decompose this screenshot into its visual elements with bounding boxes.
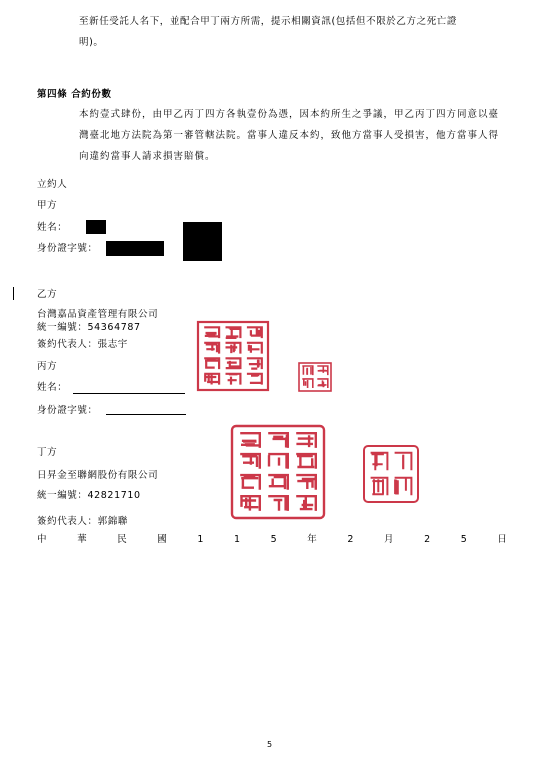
seal-glyph <box>240 454 260 469</box>
party-d-rep-seal <box>362 444 420 504</box>
seal-glyph <box>204 358 219 369</box>
intro-line-2: 明)。 <box>79 37 104 48</box>
date-part: 年 <box>307 534 317 545</box>
party-b-company-seal <box>196 320 270 392</box>
seal-glyph <box>247 343 262 354</box>
date-part: 月 <box>383 534 394 545</box>
seal-glyph <box>247 374 262 385</box>
seal-glyph <box>296 454 316 469</box>
seal-glyph <box>247 327 262 338</box>
seal-glyph <box>240 496 260 511</box>
seal-glyph <box>371 478 388 496</box>
date-part: 民 <box>117 534 127 545</box>
seal-glyph <box>268 433 288 448</box>
seal-glyph <box>296 475 316 490</box>
party-b-label: 乙方 <box>37 289 58 300</box>
signatories-title: 立約人 <box>37 179 68 190</box>
seal-glyph <box>247 358 262 369</box>
party-b-representative: 簽約代表人：張志宇 <box>37 339 128 350</box>
party-d-company: 日昇金至聯網股份有限公司 <box>37 470 159 481</box>
date-part: 1 <box>197 534 204 545</box>
seal-glyph <box>204 327 219 338</box>
seal-glyph <box>268 496 288 511</box>
signing-date <box>37 533 507 547</box>
seal-glyph <box>395 478 412 496</box>
party-a-name-label: 姓名： <box>37 222 68 233</box>
date-part: 2 <box>424 534 431 545</box>
seal-glyph <box>296 433 316 448</box>
seal-glyph <box>317 366 328 375</box>
article-4-body: 本約壹式肆份，由甲乙丙丁四方各執壹份為憑，因本約所生之爭議，甲乙丙丁四方同意以臺灣臺北地方法院為第一審管轄法院。當事人違反本約，致他方當事人受損害，他方當事人得向違約當事人請求損害賠償。 <box>79 109 500 162</box>
seal-glyph <box>226 374 241 385</box>
seal-glyph <box>317 379 328 388</box>
seal-glyph <box>296 496 316 511</box>
page-number: 5 <box>266 740 273 749</box>
seal-glyph <box>226 343 241 354</box>
seal-glyph <box>226 358 241 369</box>
date-part: 5 <box>460 534 467 545</box>
party-a-label: 甲方 <box>37 200 58 211</box>
party-c-id-label: 身份證字號： <box>37 405 98 416</box>
party-d-representative: 簽約代表人：郭錦聯 <box>37 516 128 527</box>
party-b-rep-seal <box>297 361 333 393</box>
seal-glyph <box>371 453 388 471</box>
party-d-company-seal <box>230 424 326 520</box>
date-part: 2 <box>347 534 354 545</box>
seal-glyph <box>204 343 219 354</box>
date-part: 華 <box>77 534 87 545</box>
date-part: 日 <box>497 534 507 545</box>
intro-line-1: 至新任受託人名下，並配合甲丁兩方所需，提示相關資訊(包括但不限於乙方之死亡證 <box>79 16 458 27</box>
seal-glyph <box>268 475 288 490</box>
party-d-label: 丁方 <box>37 447 58 458</box>
seal-glyph <box>240 475 260 490</box>
party-c-name-label: 姓名： <box>37 382 68 393</box>
seal-glyph <box>226 327 241 338</box>
party-d-uniform-no: 統一編號：42821710 <box>37 490 141 501</box>
party-a-name-redaction <box>86 220 106 234</box>
party-a-seal-redaction <box>183 222 222 261</box>
party-c-name-blank <box>73 393 185 394</box>
seal-glyph <box>302 379 313 388</box>
seal-glyph <box>302 366 313 375</box>
seal-glyph <box>204 374 219 385</box>
party-a-id-label: 身份證字號： <box>37 243 98 254</box>
text-cursor <box>13 287 14 300</box>
party-a-id-redaction <box>106 241 164 256</box>
date-part: 中 <box>37 534 47 545</box>
party-b-uniform-no: 統一編號：54364787 <box>37 322 141 333</box>
seal-glyph <box>240 433 260 448</box>
party-b-company: 台灣嘉品資產管理有限公司 <box>37 309 159 320</box>
party-c-id-blank <box>106 414 186 415</box>
date-part: 1 <box>234 534 241 545</box>
date-part: 5 <box>270 534 277 545</box>
party-c-label: 丙方 <box>37 361 58 372</box>
seal-glyph <box>395 453 412 471</box>
date-part: 國 <box>157 534 167 545</box>
seal-glyph <box>268 454 288 469</box>
article-4-heading: 第四條 合約份數 <box>37 89 112 100</box>
